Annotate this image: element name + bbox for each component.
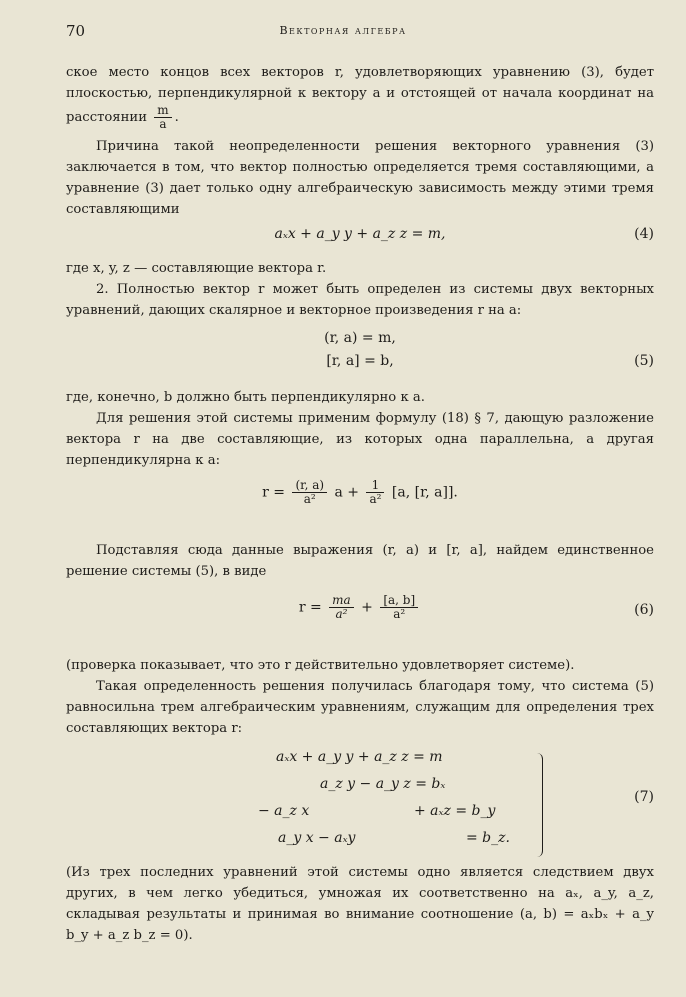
fraction-m-over-a: $\frac{m}{a}$ (154, 104, 171, 131)
system-line-4a: a_y x − aₓy (278, 830, 356, 846)
equation-number: (6) (634, 602, 654, 618)
paragraph-check: (проверка показывает, что это r действительно удовлетворяет системе). Такая определенность решения получилась благодаря тому, что система (5) равносильна трем алгебраическим уравнениям, служащим для определения трех составляющих вектора r: (66, 658, 654, 736)
running-head: Векторная алгебра (279, 24, 407, 37)
fraction: $\frac{[a, b]}{\text{a²}}$ (380, 594, 418, 621)
page-header (66, 22, 620, 42)
page-number: 70 (66, 22, 86, 40)
paragraph-substitution: Подставляя сюда данные выражения (r, a) и [r, a], найдем единственное решение системы (5), в виде (66, 543, 654, 579)
system-line-4b: = b_z. (466, 830, 510, 846)
paragraph-decomposition: где, конечно, b должно быть перпендикулярно к a. Для решения этой системы применим формулу (18) § 7, дающую разложение вектора r на две составляющие, из которых одна параллельна, а другая перпендикулярна к a: (66, 390, 654, 468)
equation-5b: [r, a] = b, (5) (326, 353, 654, 369)
paragraph-reason: Причина такой неопределенности решения векторного уравнения (3) заключается в том, что вектор полностью определяется тремя составляющими, а уравнение (3) дает только одну алгебраическую зависимость между этими тремя составляющими (66, 139, 654, 217)
paragraph-system: 2. Полностью вектор r может быть определен из системы двух векторных уравнений, дающих скалярное и векторное произведения r на a: (66, 282, 654, 318)
equation-number: (5) (634, 353, 654, 369)
fraction: $\frac{1}{\text{a²}}$ (366, 479, 384, 506)
system-brace (536, 753, 543, 857)
system-line-3a: − a_z x (258, 803, 310, 819)
paragraph-note: (Из трех последних уравнений этой системы одно является следствием двух других, в чем легко убедиться, умножая их соответственно на aₓ, a_y, a_z, складывая результаты и принимая во внимание соотношение (a, b) = aₓbₓ + a_y b_y + a_z b_z = 0). (66, 865, 654, 943)
paragraph-locus: ское место концов всех векторов r, удовлетворяющих уравнению (3), будет плоскостью, перпендикулярной к вектору a и отстоящей от начала координат на расстоянии $\frac{m}{a}$ . (66, 65, 654, 131)
equation-number: (4) (634, 226, 654, 242)
system-line-3b: + aₓz = b_y (414, 803, 496, 819)
equation-4: aₓx + a_y y + a_z z = m, (4) (274, 226, 654, 242)
equation-6: r = $\frac{ma}{\text{a²}}$ + $\frac{[a, b]}{\text{a²}}$ (6) (298, 593, 654, 621)
equation-number: (7) (634, 789, 654, 805)
equation-5a: (r, a) = m, (324, 330, 396, 346)
equation-system-7 (66, 749, 654, 869)
paragraph-components: где x, y, z — составляющие вектора r. (66, 261, 327, 276)
system-line-1: aₓx + a_y y + a_z z = m (276, 749, 443, 765)
fraction: $\frac{(r, a)}{\text{a²}}$ (292, 479, 327, 506)
system-line-2: a_z y − a_y z = bₓ (320, 776, 446, 792)
paragraph-text: ское место концов всех векторов r, удовлетворяющих уравнению (3), будет плоскостью, перпендикулярной к вектору a и отстоящей от начала координат на расстоянии (66, 65, 654, 125)
fraction: $\frac{ma}{\text{a²}}$ (329, 594, 354, 621)
equation-r-decomposition: r = $\frac{(r, a)}{\text{a²}}$ a + $\frac{1}{\text{a²}}$ [a, [r, a]]. (262, 478, 458, 506)
